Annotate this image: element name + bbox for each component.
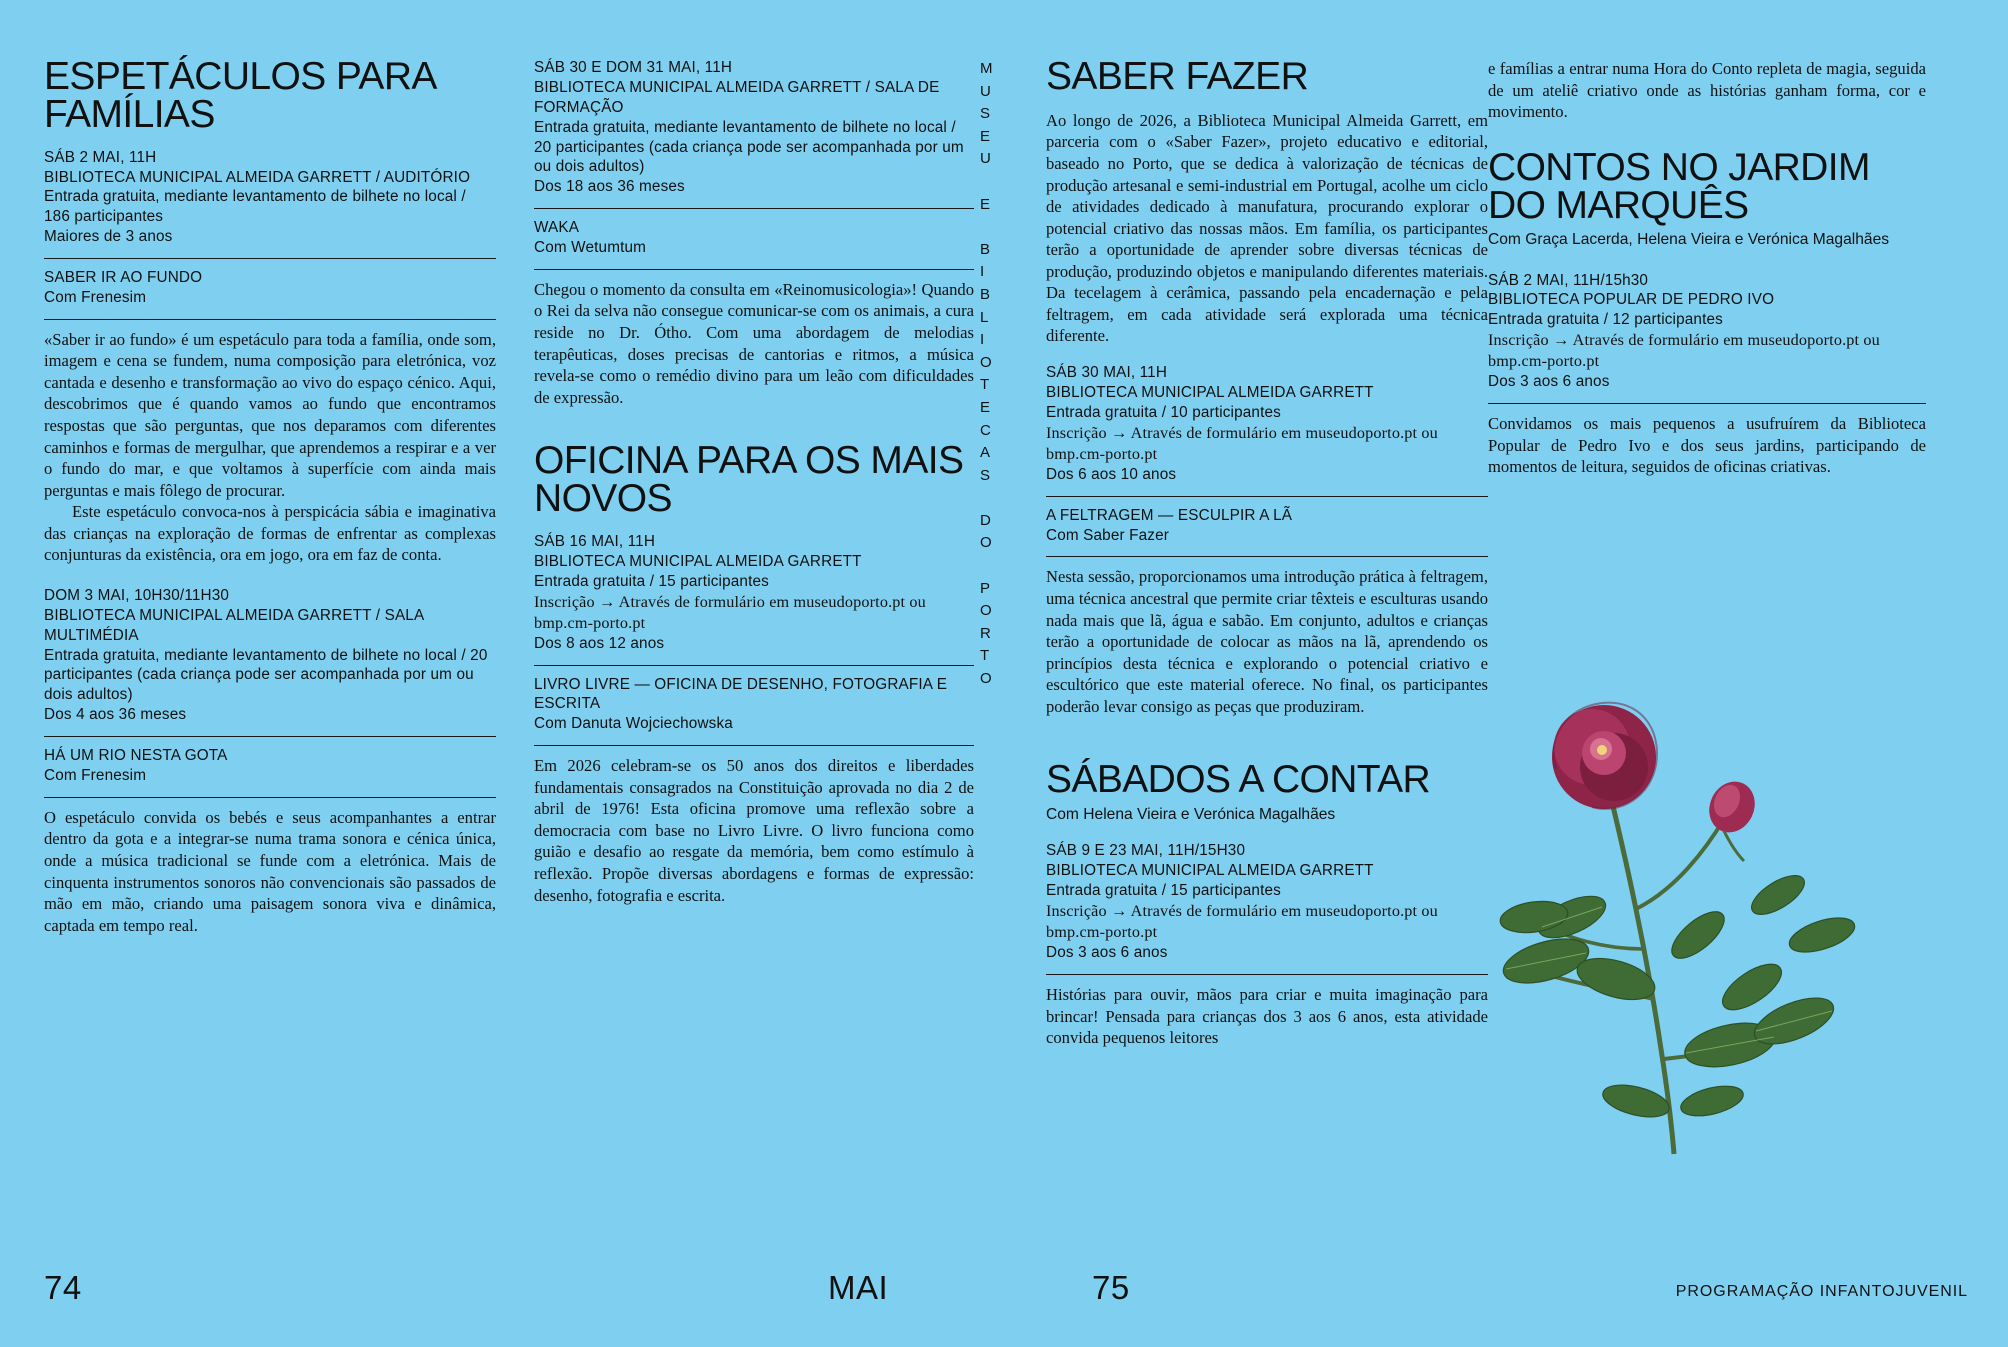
event-venue: BIBLIOTECA MUNICIPAL ALMEIDA GARRETT [1046,383,1374,401]
event-date: SÁB 16 MAI, 11H [534,532,656,550]
event-info: Entrada gratuita, mediante levantamento de bilhete no local / 20 participantes (cada criança pode ser acompanhada por um ou dois adultos) [44,646,488,704]
divider [534,269,974,270]
divider [534,208,974,209]
page-number-left: 74 [44,1269,82,1306]
divider [1488,403,1926,404]
event-date: SÁB 9 E 23 MAI, 11H/15H30 [1046,842,1246,860]
event-description: Nesta sessão, proporcionamos uma introdução prática à feltragem, uma técnica ancestral que permite criar têxteis e esculturas usando nada mais que lã, água e sabão. Em conjunto, adultos e crianças terão a oportunidade de colocar as mãos na lã, aprendendo os princípios desta técnica e explorando o potencial criativo e escultórico que este material oferece. No final, os participantes poderão levar consigo as peças que produziram. [1046,567,1488,716]
section-title-saber-fazer: SABER FAZER [1046,55,1309,98]
section-title-oficina: OFICINA PARA OS MAIS NOVOS [534,439,964,521]
rose-botanical-illustration [1486,649,1906,1169]
divider [44,258,496,259]
event-registration: Inscrição → Através de formulário em museudoporto.pt ou bmp.cm-porto.pt [534,592,926,632]
event-with: Com Saber Fazer [1046,526,1170,544]
event-venue: BIBLIOTECA MUNICIPAL ALMEIDA GARRETT [534,552,862,570]
divider [1046,556,1488,557]
event-ages: Dos 18 aos 36 meses [534,178,685,196]
section-title-espetaculos: ESPETÁCULOS PARA FAMÍLIAS [44,55,435,136]
divider [1046,974,1488,975]
event-registration: Inscrição → Através de formulário em museudoporto.pt ou bmp.cm-porto.pt [1046,423,1438,463]
event-description-p2: Este espetáculo convoca-nos à perspicácia sábia e imaginativa das crianças na exploração de formas de enfrentar as complexas conjunturas da existência, ora em jogo, ora em faz de conta. [44,502,496,565]
event-with: Com Danuta Wojciechowska [534,715,733,733]
event-venue: BIBLIOTECA MUNICIPAL ALMEIDA GARRETT / SALA MULTIMÉDIA [44,606,424,644]
divider [534,745,974,746]
column-one [44,55,496,1257]
footer-category: PROGRAMAÇÃO INFANTOJUVENIL [1675,1283,1968,1300]
event-description: Em 2026 celebram-se os 50 anos dos direitos e liberdades fundamentais consagrados na Constituição aprovada no dia 2 de abril de 1976! Esta oficina promove uma reflexão sobre a democracia com base no Livro Livre. O livro funciona como guião e desafio ao resgate da memória, bem como estímulo à reflexão. Propõe diversas abordagens e formas de expressão: desenho, fotografia e escrita. [534,756,974,905]
event-ages: Maiores de 3 anos [44,228,173,246]
event-with: Com Frenesim [44,766,147,784]
event-ages: Dos 3 aos 6 anos [1488,373,1610,391]
page-number-right: 75 [1092,1269,1130,1306]
event-venue: BIBLIOTECA MUNICIPAL ALMEIDA GARRETT / SALA DE FORMAÇÃO [534,78,940,116]
divider [1046,496,1488,497]
event-name: SABER IR AO FUNDO [44,269,203,287]
event-name: A FELTRAGEM — ESCULPIR A LÃ [1046,506,1293,524]
event-info: Entrada gratuita / 15 participantes [1046,882,1281,900]
event-venue: BIBLIOTECA POPULAR DE PEDRO IVO [1488,291,1775,309]
event-ages: Dos 8 aos 12 anos [534,634,665,652]
event-description-p1: «Saber ir ao fundo» é um espetáculo para toda a família, onde som, imagem e cena se fundem, numa composição para eletrónica, voz cantada e desenho e transformação ao vivo do espaço cénico. Aqui, descobrimos que é quando vamos ao fundo que encontramos respostas que são perguntas, que nos deparamos com diferentes caminhos e formas de mergulhar, que aprendemos a respirar e a ver o fundo do mar, e que voltamos à superfície com ainda mais perguntas e mais fôlego de procurar. [44,329,496,500]
column-two [534,58,974,1257]
event-name: HÁ UM RIO NESTA GOTA [44,747,228,765]
columns-container [44,55,1968,1257]
event-date: SÁB 30 E DOM 31 MAI, 11H [534,59,733,76]
event-ages: Dos 6 aos 10 anos [1046,465,1177,483]
event-date: DOM 3 MAI, 10H30/11H30 [44,586,230,604]
column-three [1046,55,1488,1257]
event-name: WAKA [534,219,580,237]
event-date: SÁB 2 MAI, 11H/15h30 [1488,271,1649,289]
event-registration: Inscrição → Através de formulário em museudoporto.pt ou bmp.cm-porto.pt [1488,331,1880,371]
event-ages: Dos 4 aos 36 meses [44,706,187,724]
divider [44,736,496,737]
spine-label-column [974,58,1046,1257]
divider [44,797,496,798]
event-with: Com Wetumtum [534,239,647,256]
event-description: Histórias para ouvir, mãos para criar e muita imaginação para brincar! Pensada para crianças dos 3 aos 6 anos, esta atividade convida pequenos leitores [1046,985,1488,1048]
event-registration: Inscrição → Através de formulário em museudoporto.pt ou bmp.cm-porto.pt [1046,902,1438,942]
event-info: Entrada gratuita / 10 participantes [1046,403,1281,421]
column-four [1488,58,1926,1257]
event-name: LIVRO LIVRE — OFICINA DE DESENHO, FOTOGRAFIA E ESCRITA [534,675,948,713]
divider [44,319,496,320]
section-subtitle: Com Helena Vieira e Verónica Magalhães [1046,806,1336,824]
event-description: Chegou o momento da consulta em «Reinomusicologia»! Quando o Rei da selva não consegue comunicar-se com os animais, a cura reside no Dr. Ótho. Com uma abordagem de melodias terapêuticas, doses precisas de cantorias e ritmos, a música revela-se como o remédio divino para um leão com dificuldades de expressão. [534,279,974,407]
event-venue: BIBLIOTECA MUNICIPAL ALMEIDA GARRETT / AUDITÓRIO [44,168,471,186]
event-info: Entrada gratuita, mediante levantamento de bilhete no local / 186 participantes [44,188,466,226]
section-title-sabados: SÁBADOS A CONTAR [1046,758,1431,802]
event-venue: BIBLIOTECA MUNICIPAL ALMEIDA GARRETT [1046,862,1374,880]
event-date: SÁB 2 MAI, 11H [44,148,157,166]
event-with: Com Frenesim [44,288,147,306]
section-intro: Ao longo de 2026, a Biblioteca Municipal Almeida Garrett, em parceria com o «Saber Fazer», projeto educativo e editorial, baseado no Porto, que se dedica à valorização de técnicas de produção artesanal e semi-industrial em Portugal, acolhe um ciclo de atividades dedicado à manufatura, procurando explorar o potencial criativo das nossas mãos. Em família, os participantes terão a oportunidade de aprender sobre diversas técnicas de produção, produzindo objetos e manipulando diferentes materiais. Da tecelagem à cerâmica, passando pela encadernação e pela feltragem, em cada atividade será explorada uma técnica diferente. [1046,110,1488,346]
event-date: SÁB 30 MAI, 11H [1046,364,1168,382]
description-continuation: e famílias a entrar numa Hora do Conto repleta de magia, seguida de um ateliê criativo onde as histórias ganham forma, cor e movimento. [1488,59,1926,122]
section-subtitle: Com Graça Lacerda, Helena Vieira e Verónica Magalhães [1488,231,1890,249]
event-ages: Dos 3 aos 6 anos [1046,944,1168,962]
event-info: Entrada gratuita / 15 participantes [534,572,769,590]
spine-vertical-text: M U S E U E B I B L I O T E C A S D O P O R T O [980,60,994,688]
event-info: Entrada gratuita, mediante levantamento de bilhete no local / 20 participantes (cada criança pode ser acompanhada por um ou dois adultos) [534,118,964,176]
event-info: Entrada gratuita / 12 participantes [1488,311,1723,329]
section-title-contos: CONTOS NO JARDIM DO MARQUÊS [1488,145,1870,227]
divider [534,665,974,666]
event-description: O espetáculo convida os bebés e seus acompanhantes a entrar dentro da gota e a integrar-se numa trama sonora e cénica única, onde a música tradicional se funde com a eletrónica. Mais de cinquenta instrumentos sonoros não convencionais são passados de mão em mão, criando uma paisagem sonora viva e dinâmica, captada em tempo real. [44,807,496,935]
event-description: Convidamos os mais pequenos a usufruírem da Biblioteca Popular de Pedro Ivo e dos seus jardins, participando de momentos de leitura, seguidos de oficinas criativas. [1488,414,1926,477]
footer-month: MAI [828,1269,889,1306]
